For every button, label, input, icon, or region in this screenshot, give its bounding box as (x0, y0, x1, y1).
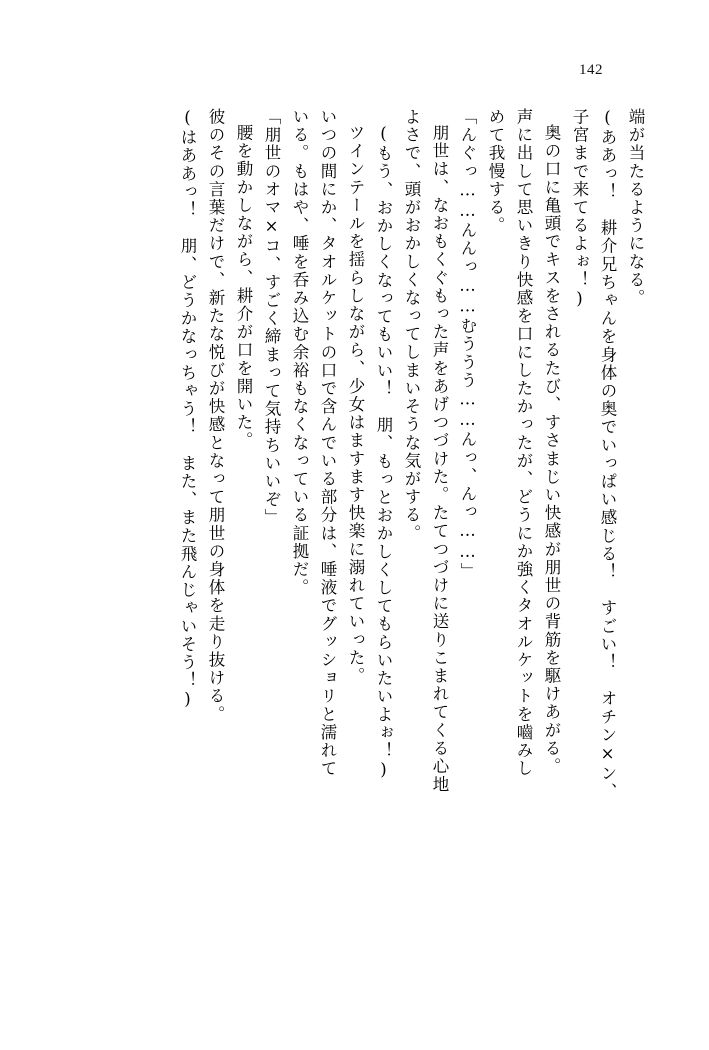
text-line: いる。もはや、唾を呑み込む余裕もなくなっている証拠だ。 (290, 108, 309, 597)
page-number: 142 (579, 62, 603, 78)
text-line: 子宮まで来てるよぉ！) (570, 108, 589, 310)
text-line: 「朋世のオマ×コ、すごく締まって気持ちいいぞ」 (262, 108, 281, 527)
text-line: 腰を動かしながら、耕介が口を開いた。 (234, 124, 253, 450)
text-line: めて我慢する。 (486, 108, 505, 235)
text-line: (はああっ！ 朋、どうかなっちゃう！ また、また飛んじゃいそう！) (178, 108, 197, 711)
text-line: (もう、おかしくなってもいい！ 朋、もっとおかしくしてもらいたいよぉ！) (374, 124, 393, 781)
text-line: (ああっ！ 耕介兄ちゃんを身体の奥でいっぱい感じる！ すごい！ オチン×ン、 (598, 108, 617, 801)
text-line: 端が当たるようになる。 (626, 108, 645, 308)
text-line: ツインテールを揺らしながら、少女はますます快楽に溺れていった。 (346, 124, 365, 686)
text-line: よさで、頭がおかしくなってしまいそうな気がする。 (402, 108, 421, 543)
text-line: 彼のその言葉だけで、新たな悦びが快感となって朋世の身体を走り抜ける。 (206, 108, 225, 724)
text-line: 「んぐっ……んんっ……むううう……んっ、んっ……」 (458, 108, 477, 581)
text-line: 奥の口に亀頭でキスをされるたび、すさまじい快感が朋世の背筋を駆けあがる。 (542, 124, 561, 776)
vertical-text-block (66, 108, 643, 938)
text-line: 朋世は、なおもくぐもった声をあげつづけた。たてつづけに送りこまれてくる心地 (430, 124, 449, 794)
text-line: いつの間にか、タオルケットの口で含んでいる部分は、唾液でグッショリと濡れて (318, 108, 337, 778)
text-line: 声に出して思いきり快感を口にしたかったが、どうにか強くタオルケットを嚙みし (514, 108, 533, 778)
